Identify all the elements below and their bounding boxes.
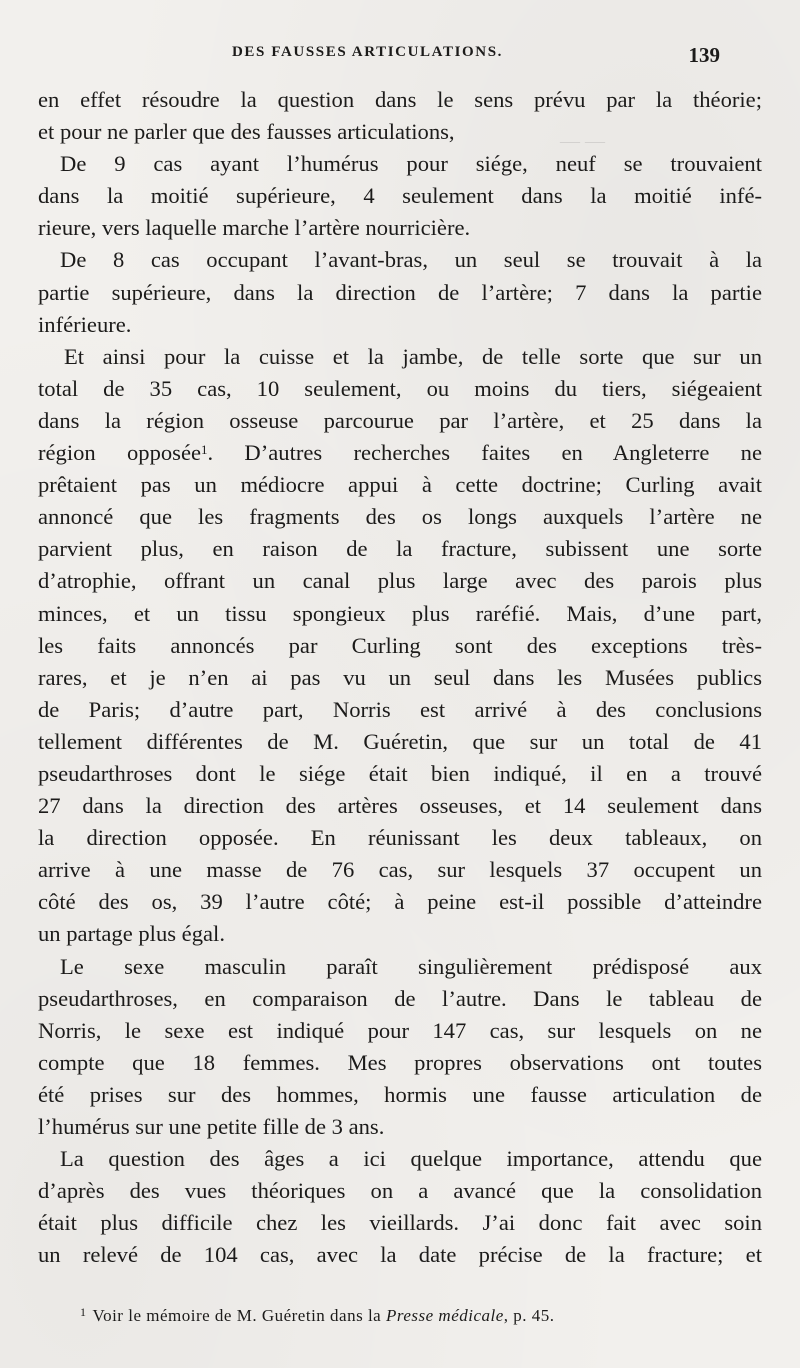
text-line: la direction opposée. En réunissant les deux tableaux, on: [38, 825, 762, 851]
text-line: dans la région osseuse parcourue par l’artère, et 25 dans la: [38, 407, 762, 433]
text-line: minces, et un tissu spongieux plus raréfié. Mais, d’une part,: [38, 600, 762, 626]
text-line: un relevé de 104 cas, avec la date précise de la fracture; et: [38, 1242, 762, 1268]
text-line: en effet résoudre la question dans le sens prévu par la théorie;: [38, 87, 762, 112]
text-line: d’atrophie, offrant un canal plus large avec des parois plus: [38, 568, 762, 594]
text-line: côté des os, 39 l’autre côté; à peine est-il possible d’atteindre: [38, 889, 762, 915]
show-through-text: — —: [560, 130, 605, 152]
text-line: partie supérieure, dans la direction de l’artère; 7 dans la partie: [38, 279, 762, 305]
text-line: Et ainsi pour la cuisse et la jambe, de telle sorte que sur un: [64, 343, 762, 369]
text-line: inférieure.: [38, 311, 132, 337]
text-line: rieure, vers laquelle marche l’artère nourricière.: [38, 215, 471, 241]
text-line: d’après des vues théoriques on a avancé que la consolidation: [38, 1178, 762, 1204]
text-line: De 9 cas ayant l’humérus pour siége, neuf se trouvaient: [60, 151, 762, 177]
footnote-number: 1: [80, 1305, 87, 1319]
text-fragment: . D’autres recherches faites en Angleterre ne: [207, 440, 762, 466]
text-line: dans la moitié supérieure, 4 seulement dans la moitié infé-: [38, 183, 762, 209]
text-line: les faits annoncés par Curling sont des exceptions très-: [38, 632, 762, 658]
text-line: total de 35 cas, 10 seulement, ou moins du tiers, siégeaient: [38, 375, 762, 401]
text-line: de Paris; d’autre part, Norris est arrivé à des conclusions: [38, 696, 762, 722]
text-line: prêtaient pas un médiocre appui à cette doctrine; Curling avait: [38, 472, 762, 498]
text-line: De 8 cas occupant l’avant-bras, un seul se trouvait à la: [60, 247, 762, 273]
footnote-marker[interactable]: 1: [201, 442, 208, 458]
text-line: arrive à une masse de 76 cas, sur lesquels 37 occupent un: [38, 857, 762, 883]
text-line: l’humérus sur une petite fille de 3 ans.: [38, 1114, 385, 1139]
text-line: 27 dans la direction des artères osseuses, et 14 seulement dans: [38, 793, 762, 819]
footnote-journal-title: Presse médicale: [385, 1306, 504, 1325]
running-head: DES FAUSSES ARTICULATIONS.: [232, 44, 504, 60]
text-line: rares, et je n’en ai pas vu un seul dans les Musées publics: [38, 664, 762, 690]
text-line: parvient plus, en raison de la fracture, subissent une sorte: [38, 536, 762, 562]
text-line: pseudarthroses dont le siége était bien indiqué, il en a trouvé: [38, 760, 762, 786]
text-line: un partage plus égal.: [38, 921, 225, 947]
footnote-page-ref: , p. 45.: [503, 1306, 555, 1325]
text-line: annoncé que les fragments des os longs auxquels l’artère ne: [38, 504, 762, 530]
text-line: et pour ne parler que des fausses articulations,: [38, 119, 455, 145]
text-line: pseudarthroses, en comparaison de l’autre. Dans le tableau de: [38, 985, 762, 1011]
text-line: Norris, le sexe est indiqué pour 147 cas, sur lesquels on ne: [38, 1017, 762, 1043]
text-line: Le sexe masculin paraît singulièrement prédisposé aux: [60, 953, 762, 979]
text-line: compte que 18 femmes. Mes propres observations ont toutes: [38, 1049, 762, 1075]
text-line: était plus difficile chez les vieillards. J’ai donc fait avec soin: [38, 1210, 762, 1236]
footnote-text: Voir le mémoire de M. Guéretin dans la: [92, 1306, 382, 1325]
page-number: 139: [688, 43, 720, 67]
footnote: [80, 1305, 555, 1326]
body-text: [38, 84, 762, 1271]
text-line: La question des âges a ici quelque importance, attendu que: [60, 1146, 762, 1172]
text-line: tellement différentes de M. Guéretin, que sur un total de 41: [38, 728, 762, 754]
text-line-with-footnote: [38, 437, 762, 469]
text-line: été prises sur des hommes, hormis une fausse articulation de: [38, 1081, 762, 1107]
text-fragment: région opposée: [38, 440, 202, 466]
